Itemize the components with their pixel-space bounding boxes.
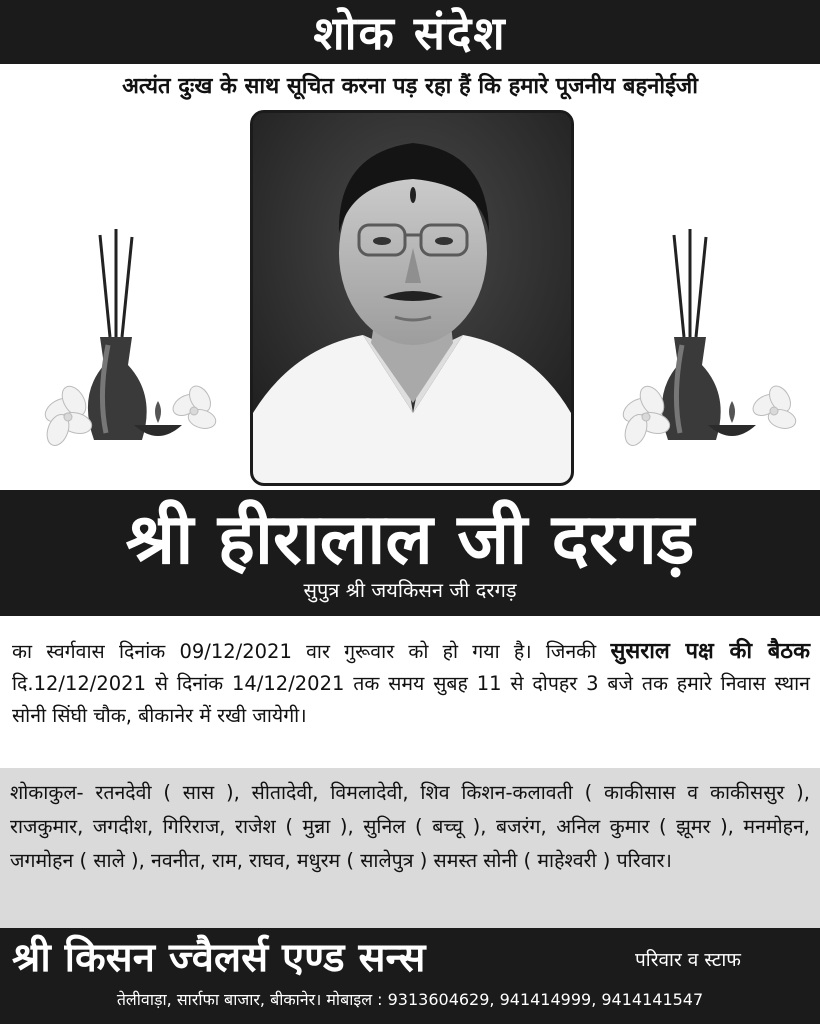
flower-icon (169, 382, 217, 431)
announcement-part2: दि.12/12/2021 से दिनांक 14/12/2021 तक समय सुबह 11 से दोपहर 3 बजे तक हमारे निवास स्थान सोनी सिंघी चौक, बीकानेर में रखी जायेगी। (12, 672, 810, 727)
incense-vase-icon (38, 225, 218, 455)
flower-icon (749, 382, 797, 431)
incense-decoration-right (620, 225, 800, 455)
incense-decoration-left (38, 225, 218, 455)
mourners-list: शोकाकुल- रतनदेवी ( सास ), सीतादेवी, विमलादेवी, शिव किशन-कलावती ( काकीसास व काकीससुर ), राजकुमार, जगदीश, गिरिराज, राजेश ( मुन्ना ), सुनिल ( बच्चू ), बजरंग, अनिल कुमार ( झूमर ), मनमोहन, जगमोहन ( साले ), नवनीत, राम, राघव, मधुरम ( सालेपुत्र ) समस्त सोनी ( माहेश्वरी ) परिवार। (0, 768, 820, 928)
intro-line: अत्यंत दुःख के साथ सूचित करना पड़ रहा हैं कि हमारे पूजनीय बहनोईजी (122, 74, 698, 99)
incense-vase-icon (620, 225, 800, 455)
portrait-photo (250, 110, 574, 486)
page-title: शोक संदेश (313, 6, 507, 60)
announcement-text (12, 636, 810, 732)
flower-icon (41, 382, 94, 448)
deceased-name: श्री हीरालाल जी दरगड़ (125, 498, 695, 580)
footer-band (0, 928, 820, 1024)
firm-name: श्री किसन ज्वैलर्स एण्ड सन्स (12, 935, 426, 981)
firm-suffix: परिवार व स्टाफ (635, 949, 741, 971)
announcement-part1: का स्वर्गवास दिनांक 09/12/2021 वार गुरूवार को हो गया है। जिनकी (12, 640, 611, 663)
deceased-relation: सुपुत्र श्री जयकिसन जी दरगड़ (303, 578, 517, 602)
portrait-illustration (253, 113, 571, 483)
header-band (0, 0, 820, 64)
announcement-highlight: सुसराल पक्ष की बैठक (610, 639, 810, 664)
firm-address: तेलीवाड़ा, सार्राफा बाजार, बीकानेर। मोबाइल : 9313604629, 941414999, 9414141547 (116, 990, 704, 1009)
name-band (0, 490, 820, 616)
